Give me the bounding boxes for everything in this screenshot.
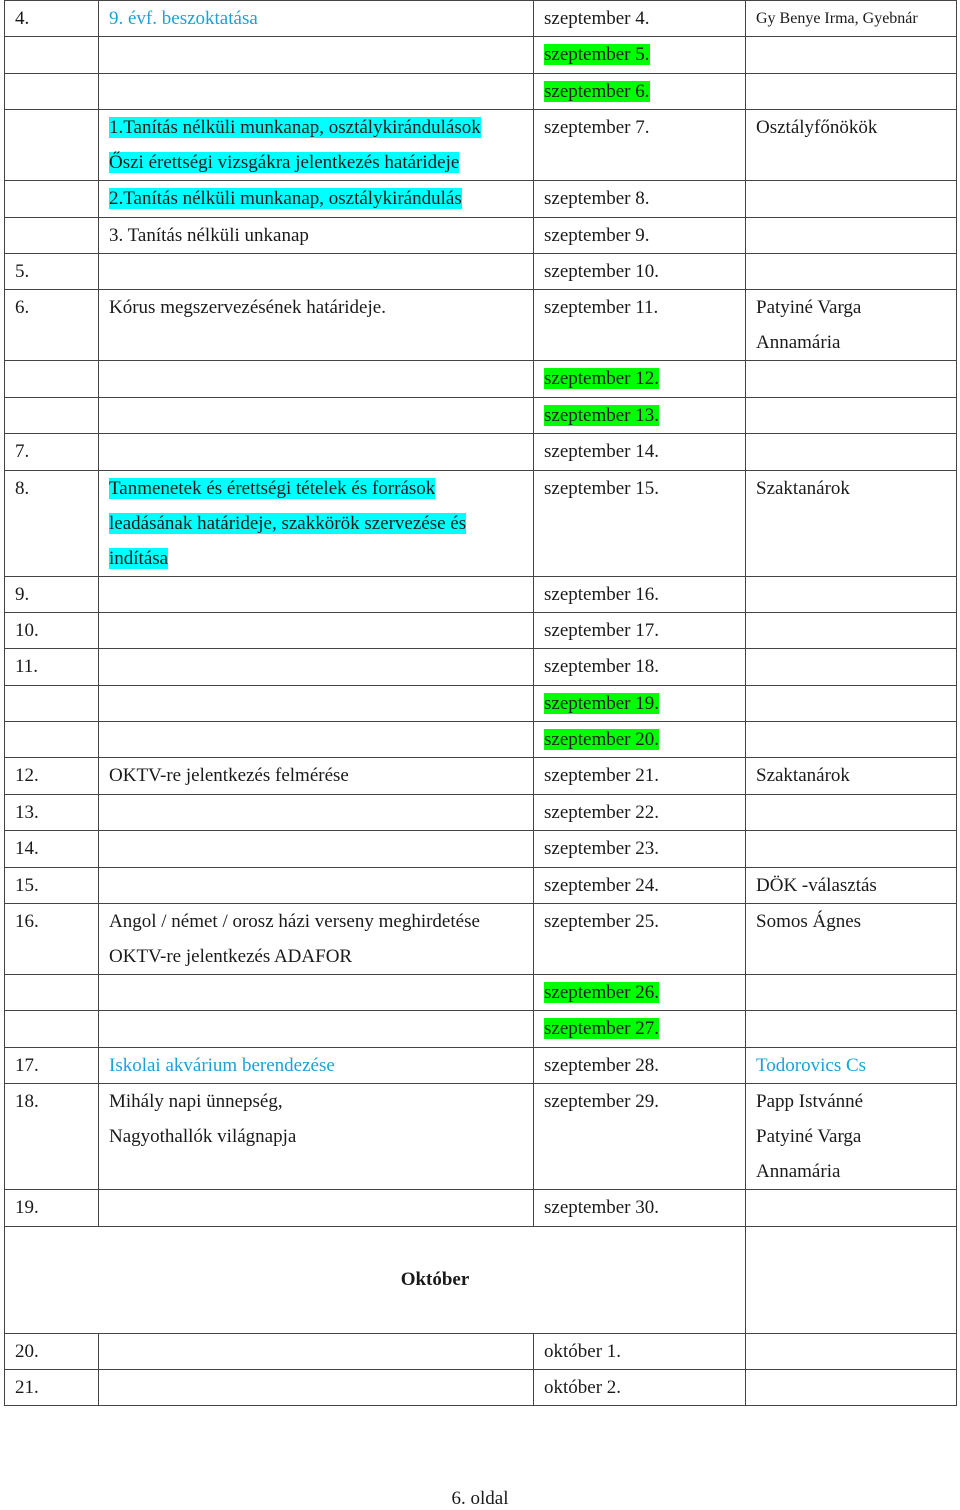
date-cell: szeptember 8.	[534, 181, 746, 217]
responsible-cell	[746, 576, 957, 612]
table-row	[5, 794, 957, 830]
activity-cell: Kórus megszervezésének határideje.	[99, 290, 534, 361]
row-number	[5, 73, 99, 109]
date-cell: szeptember 30.	[534, 1190, 746, 1226]
activity-cell	[99, 867, 534, 903]
table-row	[5, 470, 957, 576]
responsible-cell: Somos Ágnes	[746, 904, 957, 975]
responsible-cell	[746, 397, 957, 433]
table-row	[5, 576, 957, 612]
weekend-date: szeptember 13.	[544, 404, 660, 426]
row-number: 20.	[5, 1333, 99, 1369]
date-cell: szeptember 7.	[534, 110, 746, 181]
date-cell: szeptember 4.	[534, 1, 746, 37]
date-cell	[534, 975, 746, 1011]
row-number	[5, 37, 99, 73]
activity-text: 1.Tanítás nélküli munkanap, osztálykirándulások	[109, 117, 481, 139]
activity-cell	[99, 831, 534, 867]
responsible-cell: DÖK -választás	[746, 867, 957, 903]
date-cell: szeptember 16.	[534, 576, 746, 612]
date-cell: október 1.	[534, 1333, 746, 1369]
responsible-cell: Todorovics Cs	[746, 1047, 957, 1083]
date-cell: szeptember 23.	[534, 831, 746, 867]
table-row	[5, 217, 957, 253]
row-number	[5, 361, 99, 397]
table-row	[5, 649, 957, 685]
responsible-cell	[746, 685, 957, 721]
activity-text: Mihály napi ünnepség,	[109, 1091, 283, 1113]
row-number: 4.	[5, 1, 99, 37]
responsible-cell	[746, 649, 957, 685]
date-cell: szeptember 24.	[534, 867, 746, 903]
date-cell: szeptember 18.	[534, 649, 746, 685]
responsible-cell	[746, 722, 957, 758]
weekend-date: szeptember 27.	[544, 1018, 660, 1040]
responsible-cell	[746, 1190, 957, 1226]
table-row	[5, 361, 957, 397]
responsible-cell: Osztályfőnökök	[746, 110, 957, 181]
responsible-text: Annamária	[756, 332, 841, 354]
month-heading: Október	[400, 1269, 470, 1291]
activity-cell	[99, 37, 534, 73]
row-number	[5, 181, 99, 217]
row-number: 18.	[5, 1084, 99, 1190]
table-row	[5, 397, 957, 433]
weekend-date: szeptember 12.	[544, 368, 660, 390]
row-number	[5, 1011, 99, 1047]
weekend-date: szeptember 20.	[544, 729, 660, 751]
date-cell	[534, 361, 746, 397]
activity-cell	[99, 794, 534, 830]
activity-cell	[99, 1011, 534, 1047]
date-cell: szeptember 14.	[534, 434, 746, 470]
responsible-cell	[746, 794, 957, 830]
row-number: 11.	[5, 649, 99, 685]
row-number: 10.	[5, 612, 99, 648]
activity-cell: 3. Tanítás nélküli unkanap	[99, 217, 534, 253]
row-number	[5, 217, 99, 253]
responsible-cell	[746, 612, 957, 648]
responsible-cell	[746, 361, 957, 397]
activity-text: Nagyothallók világnapja	[109, 1126, 297, 1148]
date-cell	[534, 685, 746, 721]
date-cell: október 2.	[534, 1369, 746, 1405]
responsible-cell	[746, 1369, 957, 1405]
responsible-cell: Gy Benye Irma, Gyebnár	[746, 1, 957, 37]
activity-text: Tanmenetek és érettségi tételek és források	[109, 477, 436, 499]
activity-cell	[99, 576, 534, 612]
schedule-table	[4, 0, 957, 1406]
responsible-cell: Szaktanárok	[746, 470, 957, 576]
table-row	[5, 1333, 957, 1369]
activity-cell	[99, 181, 534, 217]
date-cell	[534, 1011, 746, 1047]
activity-text: Angol / német / orosz házi verseny meghirdetése	[109, 911, 480, 933]
activity-text: leadásának határideje, szakkörök szervezése és	[109, 512, 467, 534]
activity-cell: OKTV-re jelentkezés felmérése	[99, 758, 534, 794]
date-cell: szeptember 15.	[534, 470, 746, 576]
date-cell: szeptember 22.	[534, 794, 746, 830]
table-row	[5, 867, 957, 903]
date-cell: szeptember 25.	[534, 904, 746, 975]
table-row	[5, 1084, 957, 1190]
page-number: 6. oldal	[451, 1488, 509, 1509]
responsible-cell	[746, 975, 957, 1011]
activity-text: OKTV-re jelentkezés ADAFOR	[109, 946, 353, 968]
date-cell: szeptember 17.	[534, 612, 746, 648]
table-row	[5, 1, 957, 37]
table-row	[5, 434, 957, 470]
activity-cell	[99, 110, 534, 181]
table-row	[5, 685, 957, 721]
date-cell	[534, 397, 746, 433]
responsible-cell	[746, 1226, 957, 1333]
activity-cell	[99, 612, 534, 648]
responsible-cell	[746, 37, 957, 73]
row-number: 15.	[5, 867, 99, 903]
activity-cell	[99, 253, 534, 289]
activity-cell	[99, 1084, 534, 1190]
responsible-cell	[746, 290, 957, 361]
activity-text: 9. évf. beszoktatása	[109, 8, 258, 29]
month-heading-cell	[5, 1226, 746, 1333]
activity-cell	[99, 434, 534, 470]
row-number	[5, 397, 99, 433]
table-row	[5, 1047, 957, 1083]
responsible-text: Annamária	[756, 1161, 841, 1183]
date-cell	[534, 73, 746, 109]
table-row	[5, 612, 957, 648]
row-number: 8.	[5, 470, 99, 576]
responsible-cell	[746, 1011, 957, 1047]
row-number: 14.	[5, 831, 99, 867]
row-number	[5, 685, 99, 721]
row-number: 17.	[5, 1047, 99, 1083]
activity-cell	[99, 73, 534, 109]
date-cell: szeptember 29.	[534, 1084, 746, 1190]
activity-cell	[99, 975, 534, 1011]
table-row	[5, 290, 957, 361]
table-row	[5, 904, 957, 975]
weekend-date: szeptember 6.	[544, 80, 650, 102]
row-number: 21.	[5, 1369, 99, 1405]
row-number: 19.	[5, 1190, 99, 1226]
activity-cell	[99, 397, 534, 433]
activity-cell	[99, 649, 534, 685]
responsible-cell	[746, 73, 957, 109]
activity-cell	[99, 685, 534, 721]
weekend-date: szeptember 19.	[544, 692, 660, 714]
activity-cell: Iskolai akvárium berendezése	[99, 1047, 534, 1083]
row-number	[5, 975, 99, 1011]
activity-cell	[99, 1190, 534, 1226]
table-row	[5, 110, 957, 181]
table-row	[5, 1011, 957, 1047]
date-cell: szeptember 11.	[534, 290, 746, 361]
activity-text: 2.Tanítás nélküli munkanap, osztálykirándulás	[109, 188, 462, 210]
row-number	[5, 722, 99, 758]
table-row	[5, 975, 957, 1011]
responsible-cell	[746, 434, 957, 470]
table-row	[5, 73, 957, 109]
responsible-cell	[746, 1333, 957, 1369]
row-number: 13.	[5, 794, 99, 830]
table-row	[5, 1190, 957, 1226]
weekend-date: szeptember 5.	[544, 44, 650, 66]
date-cell: szeptember 21.	[534, 758, 746, 794]
responsible-text: Patyiné Varga	[756, 1126, 862, 1148]
date-cell: szeptember 10.	[534, 253, 746, 289]
activity-cell	[99, 361, 534, 397]
table-row	[5, 1369, 957, 1405]
table-row	[5, 37, 957, 73]
table-row	[5, 758, 957, 794]
responsible-cell	[746, 831, 957, 867]
responsible-text: Papp Istvánné	[756, 1091, 864, 1113]
row-number: 5.	[5, 253, 99, 289]
row-number: 9.	[5, 576, 99, 612]
responsible-cell	[746, 217, 957, 253]
responsible-text: Patyiné Varga	[756, 297, 862, 319]
activity-text: indítása	[109, 547, 169, 569]
row-number	[5, 110, 99, 181]
responsible-cell	[746, 253, 957, 289]
date-cell: szeptember 28.	[534, 1047, 746, 1083]
table-row	[5, 722, 957, 758]
table-row	[5, 253, 957, 289]
responsible-cell	[746, 1084, 957, 1190]
activity-cell	[99, 470, 534, 576]
row-number: 16.	[5, 904, 99, 975]
activity-text: Őszi érettségi vizsgákra jelentkezés határideje	[109, 152, 460, 174]
month-heading-row	[5, 1226, 957, 1333]
row-number: 7.	[5, 434, 99, 470]
activity-cell	[99, 904, 534, 975]
date-cell	[534, 722, 746, 758]
activity-cell	[99, 722, 534, 758]
activity-cell	[99, 1333, 534, 1369]
activity-cell	[99, 1369, 534, 1405]
date-cell	[534, 37, 746, 73]
responsible-cell	[746, 181, 957, 217]
date-cell: szeptember 9.	[534, 217, 746, 253]
row-number: 12.	[5, 758, 99, 794]
table-row	[5, 181, 957, 217]
row-number: 6.	[5, 290, 99, 361]
responsible-cell: Szaktanárok	[746, 758, 957, 794]
weekend-date: szeptember 26.	[544, 982, 660, 1004]
activity-cell	[99, 1, 534, 37]
table-row	[5, 831, 957, 867]
